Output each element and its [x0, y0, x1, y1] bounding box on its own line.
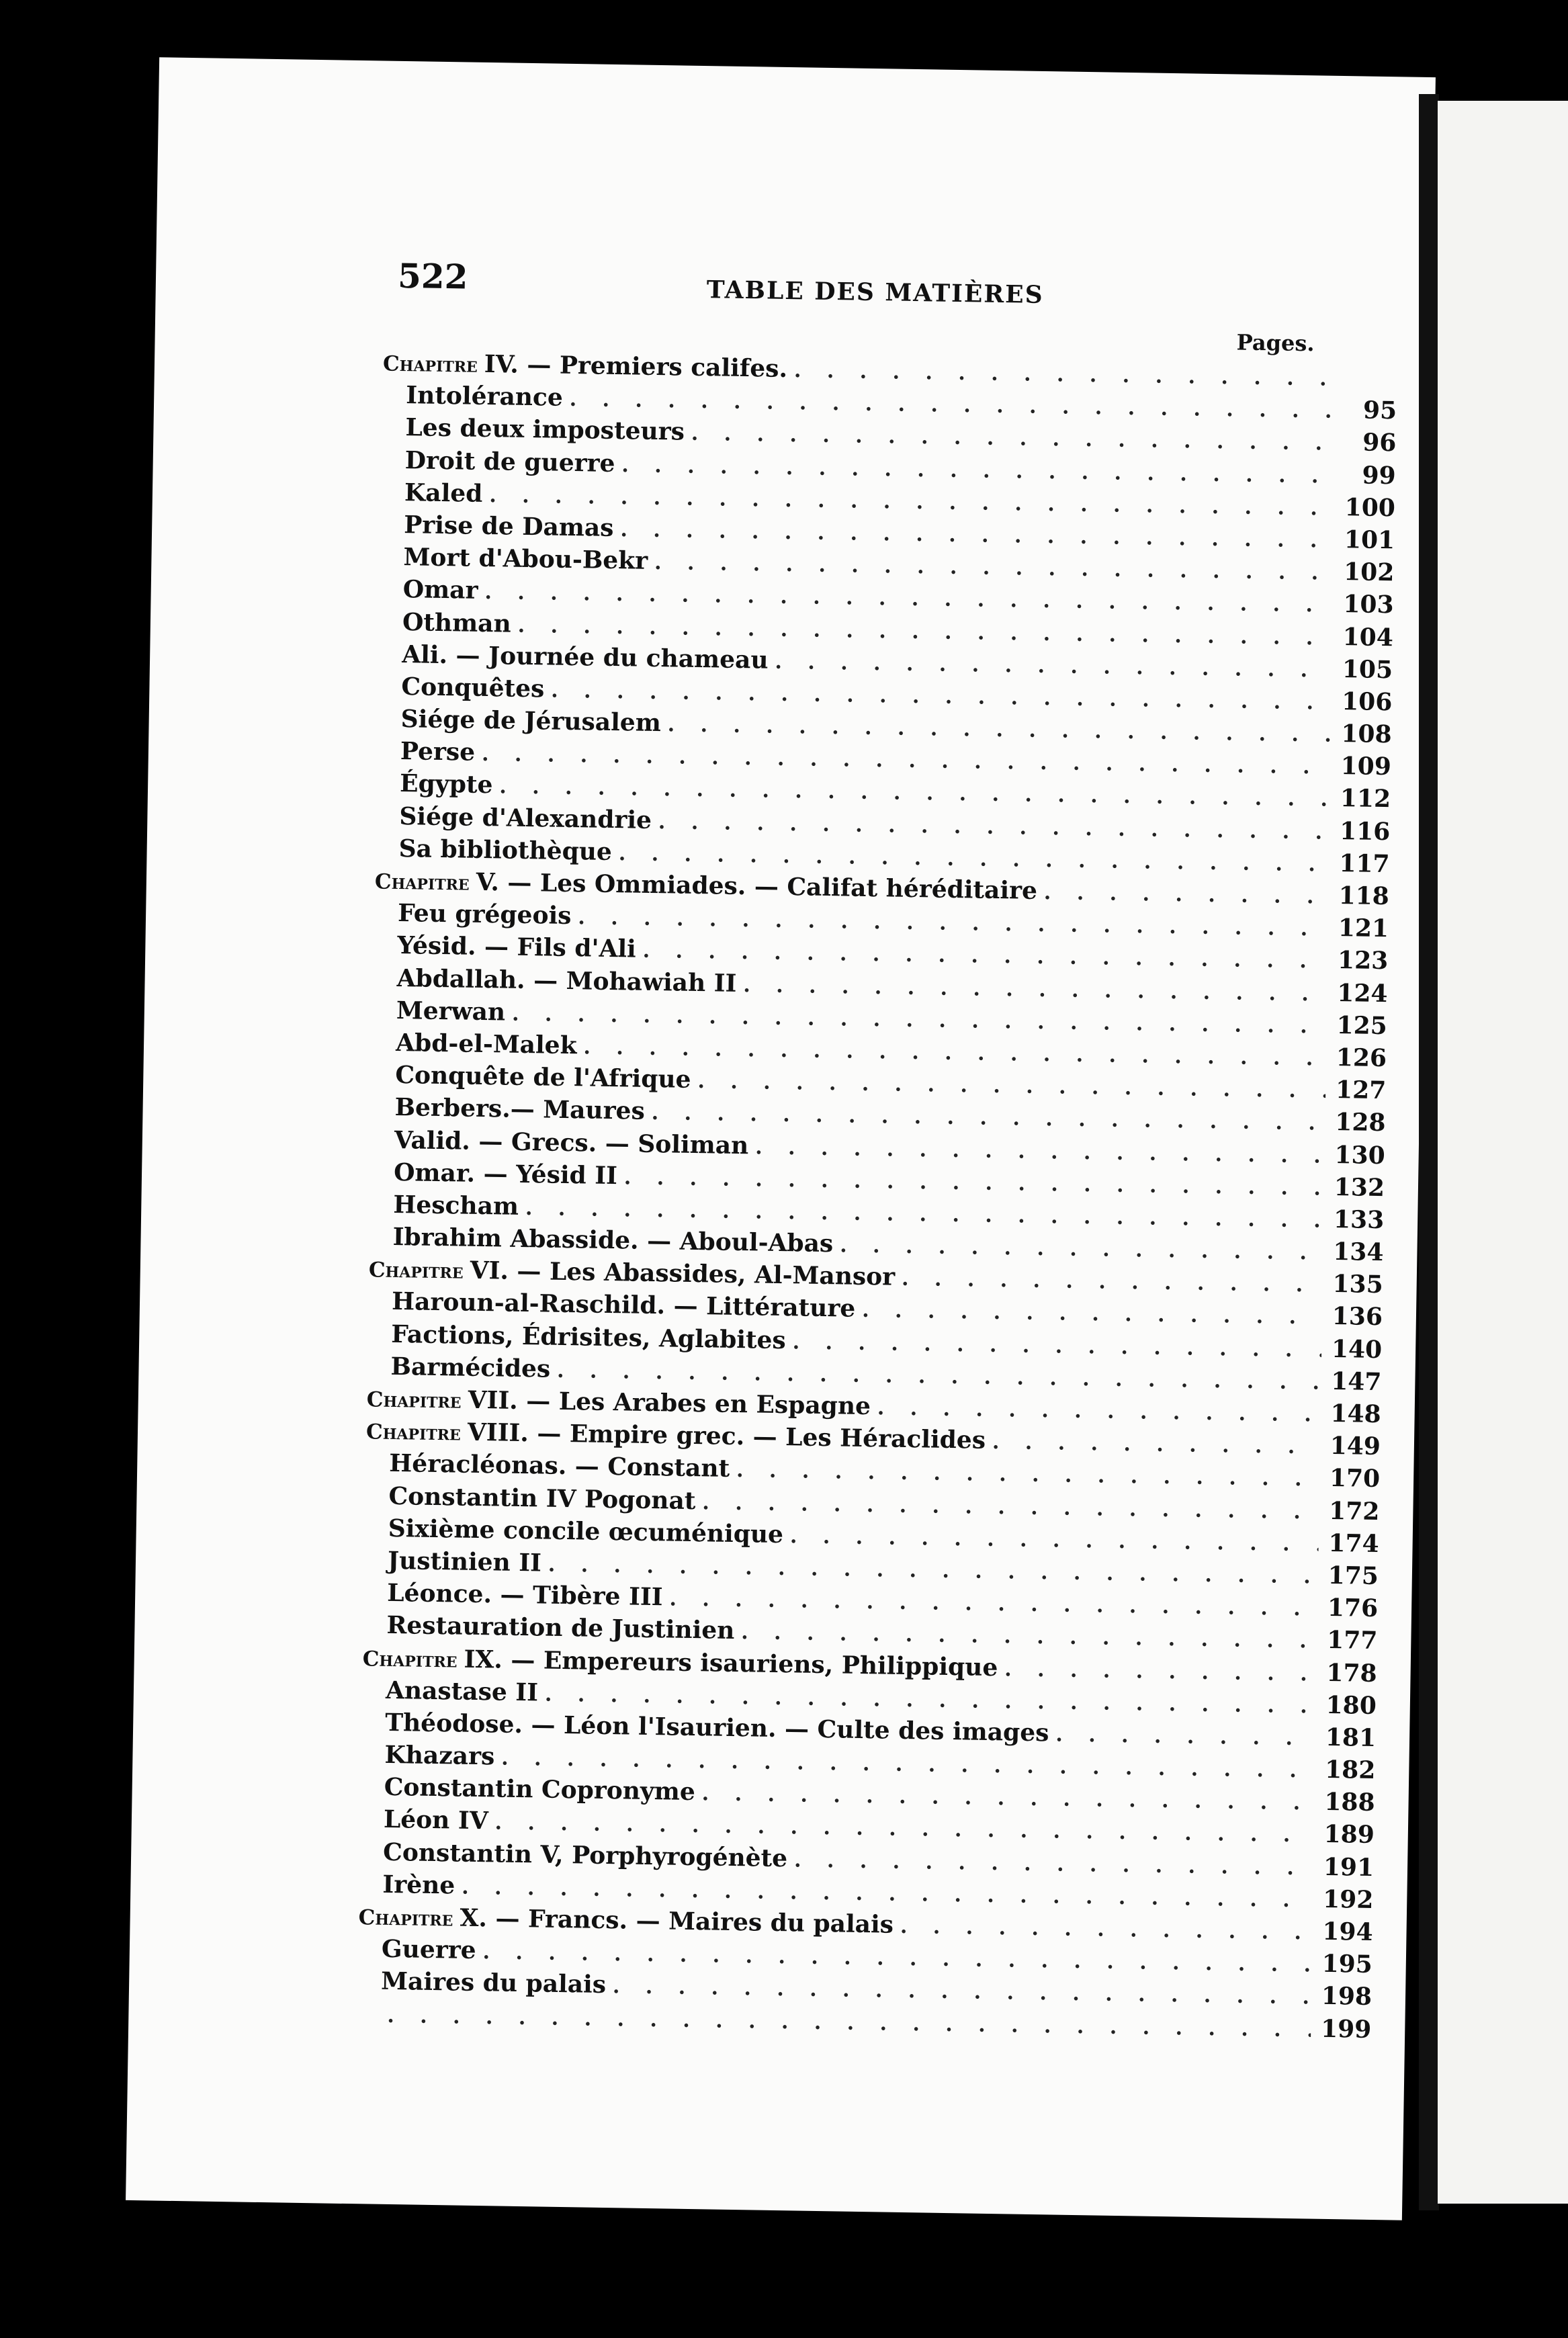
page-ref: 118: [1338, 881, 1390, 911]
entry-title: Sixième concile œcuménique: [388, 1514, 784, 1549]
dot-leader: [613, 1975, 1312, 2009]
dot-leader: [902, 1267, 1323, 1297]
entry-title: IX. — Empereurs isauriens, Philippique: [464, 1645, 998, 1682]
entry-title: Abd-el-Malek: [395, 1028, 577, 1060]
page-ref: 116: [1339, 816, 1391, 846]
entry-title: Valid. — Grecs. — Soliman: [394, 1125, 749, 1160]
dot-leader: [862, 1299, 1322, 1330]
entry-title: X. — Francs. — Maires du palais: [460, 1903, 894, 1939]
dot-leader: [775, 650, 1332, 682]
chapter-word: Chapitre: [362, 1646, 458, 1673]
page-ref: 101: [1344, 525, 1395, 555]
page-ref: 105: [1342, 654, 1393, 684]
page-ref: 176: [1327, 1593, 1379, 1623]
page-ref: 112: [1340, 784, 1391, 814]
entry-title: Feu grégeois: [397, 899, 572, 930]
page-ref: 125: [1336, 1010, 1388, 1040]
page-ref: 172: [1328, 1496, 1380, 1526]
dot-leader: [702, 1491, 1319, 1524]
page-ref: 198: [1321, 1982, 1373, 2011]
entry-title: Yésid. — Fils d'Ali: [397, 931, 637, 963]
dot-leader: [697, 1070, 1325, 1103]
page-ref: 175: [1327, 1561, 1379, 1590]
dot-leader: [741, 1620, 1317, 1653]
dot-leader: [794, 359, 1337, 391]
page-ref: 117: [1339, 849, 1390, 878]
entry-title: Othman: [402, 607, 512, 638]
entry-title: Sa bibliothèque: [398, 834, 613, 866]
entry-title: Kaled: [404, 478, 483, 508]
dot-leader: [794, 1848, 1313, 1880]
chapter-word: Chapitre: [374, 869, 470, 896]
entry-title: Omar. — Yésid II: [393, 1158, 618, 1190]
dot-leader: [743, 973, 1327, 1006]
page-ref: 191: [1323, 1852, 1375, 1882]
entry-title: VIII. — Empire grec. — Les Héraclides: [467, 1418, 986, 1455]
entry-title: Conquêtes: [401, 672, 545, 703]
dot-leader: [900, 1915, 1313, 1945]
page-ref: 194: [1322, 1917, 1373, 1946]
dot-leader: [669, 1588, 1317, 1621]
entry-title: Factions, Édrisites, Aglabites: [391, 1319, 787, 1354]
dot-leader: [668, 713, 1332, 747]
dot-leader: [1055, 1723, 1315, 1750]
page-ref: 95: [1362, 396, 1397, 425]
entry-title: Constantin Copronyme: [384, 1773, 696, 1807]
page-gutter: [1419, 94, 1439, 2210]
dot-leader: [1004, 1657, 1317, 1686]
entry-title: Héracléonas. — Constant: [389, 1449, 730, 1483]
page-ref: 140: [1331, 1334, 1383, 1364]
entry-title: Anastase II: [385, 1676, 539, 1707]
entry-title: Hescham: [393, 1190, 519, 1221]
entry-title: Irène: [382, 1870, 455, 1900]
entry-title: Siége d'Alexandrie: [399, 802, 652, 834]
entry-title: Perse: [400, 737, 476, 767]
page-ref: 188: [1324, 1788, 1375, 1817]
chapter-word: Chapitre: [366, 1387, 462, 1414]
page-ref: 192: [1322, 1885, 1374, 1914]
chapter-word: Chapitre: [358, 1905, 453, 1932]
dot-leader: [642, 939, 1327, 973]
page-ref: 132: [1334, 1172, 1385, 1202]
pages-column-label: Pages.: [1236, 329, 1315, 357]
page-ref: 134: [1332, 1238, 1384, 1267]
page-ref: 124: [1337, 978, 1388, 1008]
page-ref: 181: [1325, 1723, 1377, 1752]
entry-title: Khazars: [384, 1740, 495, 1771]
entry-title: Siége de Jérusalem: [400, 705, 662, 738]
dot-leader: [992, 1430, 1320, 1459]
chapter-word: Chapitre: [368, 1258, 464, 1284]
entry-title: Égypte: [399, 769, 493, 799]
running-title: TABLE DES MATIÈRES: [706, 275, 1044, 309]
entry-title: Léon IV: [383, 1805, 489, 1835]
entry-title: Droit de guerre: [404, 445, 615, 478]
entry-title: Barmécides: [390, 1352, 551, 1383]
page-ref: 104: [1342, 622, 1394, 652]
dot-leader: [790, 1524, 1319, 1556]
entry-title: Restauration de Justinien: [386, 1611, 735, 1645]
dot-leader: [658, 810, 1330, 845]
chapter-word: Chapitre: [382, 351, 478, 378]
page-ref: 109: [1340, 752, 1392, 781]
page-ref: 96: [1362, 428, 1397, 458]
page-number: 522: [397, 255, 468, 297]
page-ref: 108: [1341, 720, 1392, 749]
dot-leader: [792, 1330, 1321, 1362]
chapter-word: Chapitre: [365, 1420, 462, 1446]
entry-title: Intolérance: [405, 381, 564, 412]
dot-leader: [840, 1233, 1323, 1264]
entry-title: Les deux imposteurs: [405, 413, 685, 446]
dot-leader: [702, 1782, 1315, 1815]
entry-title: Constantin IV Pogonat: [388, 1481, 696, 1515]
entry-title: Léonce. — Tibère III: [386, 1579, 663, 1612]
entry-title: Haroun-al-Raschild. — Littérature: [391, 1287, 856, 1324]
entry-title: VII. — Les Arabes en Espagne: [468, 1385, 871, 1421]
entry-title: Merwan: [396, 996, 506, 1027]
page-ref: 130: [1334, 1140, 1386, 1170]
page-ref: 199: [1320, 2014, 1372, 2044]
entry-title: Ali. — Journée du chameau: [401, 640, 769, 675]
entry-title: Maires du palais: [380, 1967, 607, 1999]
entry-title: V. — Les Ommiades. — Califat héréditaire: [476, 867, 1038, 905]
facing-page-edge: [1438, 101, 1568, 2204]
page-ref: 189: [1323, 1820, 1375, 1850]
entry-title: Omar: [402, 575, 478, 605]
page-ref: 135: [1332, 1270, 1384, 1299]
page-ref: 147: [1330, 1367, 1382, 1396]
entry-title: Prise de Damas: [403, 511, 614, 542]
entry-title: Berbers.— Maures: [394, 1093, 646, 1126]
dot-leader: [877, 1396, 1321, 1426]
page-ref: 127: [1335, 1076, 1387, 1105]
dot-leader: [651, 1101, 1325, 1135]
entry-title: IV. — Premiers califes.: [484, 349, 788, 384]
book-page: [126, 57, 1436, 2220]
dot-leader: [755, 1135, 1325, 1168]
page-ref: 174: [1328, 1528, 1379, 1558]
page-ref: 177: [1326, 1626, 1378, 1655]
entry-title: Justinien II: [387, 1546, 542, 1577]
dot-leader: [691, 422, 1336, 456]
page-ref: 133: [1333, 1205, 1385, 1234]
entry-title: Mort d'Abou-Bekr: [403, 543, 648, 575]
page-ref: 148: [1330, 1399, 1381, 1429]
page-ref: 180: [1325, 1690, 1377, 1720]
page-ref: 178: [1326, 1658, 1377, 1688]
page-ref: 106: [1341, 687, 1393, 717]
page-ref: 128: [1335, 1108, 1386, 1137]
entry-title: Abdallah. — Mohawiah II: [396, 963, 737, 998]
page-ref: 99: [1362, 461, 1396, 490]
entry-title: Constantin V, Porphyrogénète: [382, 1837, 788, 1872]
entry-title: Ibrahim Abasside. — Aboul-Abas: [392, 1223, 834, 1258]
page-ref: 121: [1338, 914, 1389, 943]
page-ref: 136: [1332, 1302, 1383, 1332]
page-ref: 182: [1324, 1755, 1376, 1785]
page-ref: 170: [1329, 1464, 1381, 1493]
page-ref: 149: [1330, 1432, 1381, 1461]
entry-title: VI. — Les Abassides, Al-Mansor: [470, 1256, 896, 1291]
entry-title: Conquête de l'Afrique: [395, 1061, 691, 1094]
entry-title: Théodose. — Léon l'Isaurien. — Culte des images: [384, 1708, 1049, 1747]
page-ref: 195: [1321, 1949, 1373, 1979]
dot-leader: [736, 1459, 1319, 1491]
dot-leader: [654, 551, 1334, 585]
table-of-contents: [128, 345, 1431, 2048]
page-ref: 103: [1343, 590, 1394, 619]
dot-leader: [1044, 881, 1329, 909]
page-ref: 126: [1336, 1043, 1387, 1073]
entry-title: Guerre: [381, 1935, 476, 1965]
page-ref: 123: [1337, 946, 1389, 976]
page-ref: 102: [1343, 558, 1395, 587]
page-ref: 100: [1344, 492, 1396, 523]
